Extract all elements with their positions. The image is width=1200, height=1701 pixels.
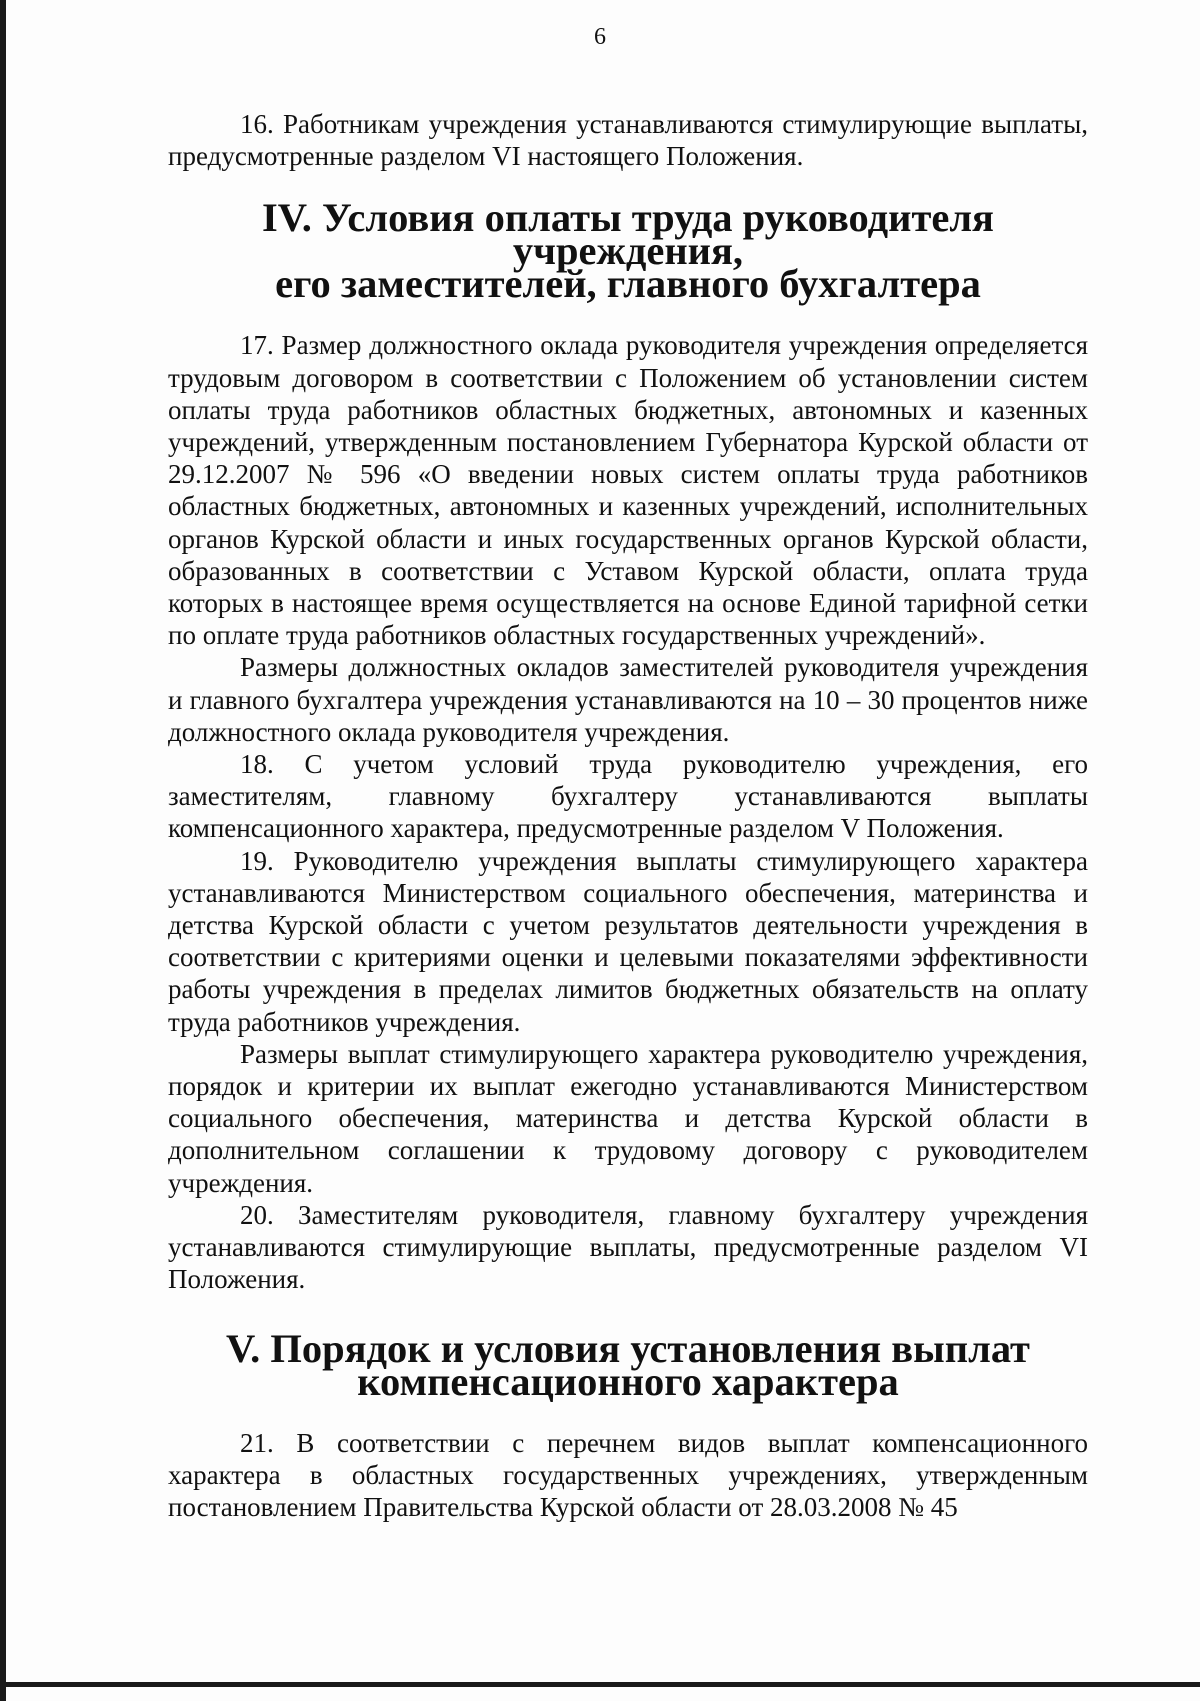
paragraph-19-part2: Размеры выплат стимулирующего характера руководителю учреждения, порядок и критерии их выплат ежегодно устанавливаются Министерством социального обеспечения, материнства и детства Курской области в дополнительном соглашении к трудовому договору с руководителем учреждения. xyxy=(168,1038,1088,1198)
scan-edge-left xyxy=(0,0,6,1701)
paragraph-21: 21. В соответствии с перечнем видов выплат компенсационного характера в областных государственных учреждениях, утвержденным постановлением Правительства Курской области от 28.03.2008 № 45 xyxy=(168,1427,1088,1522)
page-number: 6 xyxy=(594,24,606,50)
paragraph-17: 17. Размер должностного оклада руководителя учреждения определяется трудовым договором в соответствии с Положением об установлении систем оплаты труда работников областных бюджетных, автономных и казенных учреждений, утвержденным постановлением Губернатора Курской области от 29.12.2007 № 596 «О введении новых систем оплаты труда работников областных бюджетных, автономных и казенных учреждений, исполнительных органов Курской области и иных государственных органов Курской области, образованных в соответствии с Уставом Курской области, оплата труда которых в настоящее время осуществляется на основе Единой тарифной сетки по оплате труда работников областных государственных учреждений». xyxy=(168,330,1088,651)
section-heading-iv xyxy=(168,195,1088,307)
paragraph-17-part2: Размеры должностных окладов заместителей руководителя учреждения и главного бухгалтера учреждения устанавливаются на 10 – 30 процентов ниже должностного оклада руководителя учреждения. xyxy=(168,652,1088,747)
section-heading-v xyxy=(168,1325,1088,1404)
document-body xyxy=(168,108,1088,1523)
section-heading-iv-line1: IV. Условия оплаты труда руководителя учреждения, xyxy=(262,195,994,274)
scan-edge-bottom xyxy=(0,1682,1200,1687)
paragraph-16: 16. Работникам учреждения устанавливаются стимулирующие выплаты, предусмотренные разделом VI настоящего Положения. xyxy=(168,109,1088,172)
paragraph-18: 18. С учетом условий труда руководителю учреждения, его заместителям, главному бухгалтеру устанавливаются выплаты компенсационного характера, предусмотренные разделом V Положения. xyxy=(168,749,1088,844)
section-heading-v-line1: V. Порядок и условия установления выплат xyxy=(226,1325,1030,1371)
section-heading-v-line2: компенсационного характера xyxy=(357,1358,899,1404)
paragraph-20: 20. Заместителям руководителя, главному бухгалтеру учреждения устанавливаются стимулирующие выплаты, предусмотренные разделом VI Положения. xyxy=(168,1199,1088,1295)
paragraph-19: 19. Руководителю учреждения выплаты стимулирующего характера устанавливаются Министерством социального обеспечения, материнства и детства Курской области с учетом результатов деятельности учреждения в соответствии с критериями оценки и целевыми показателями эффективности работы учреждения в пределах лимитов бюджетных обязательств на оплату труда работников учреждения. xyxy=(168,845,1088,1037)
section-heading-iv-line2: его заместителей, главного бухгалтера xyxy=(275,261,981,307)
